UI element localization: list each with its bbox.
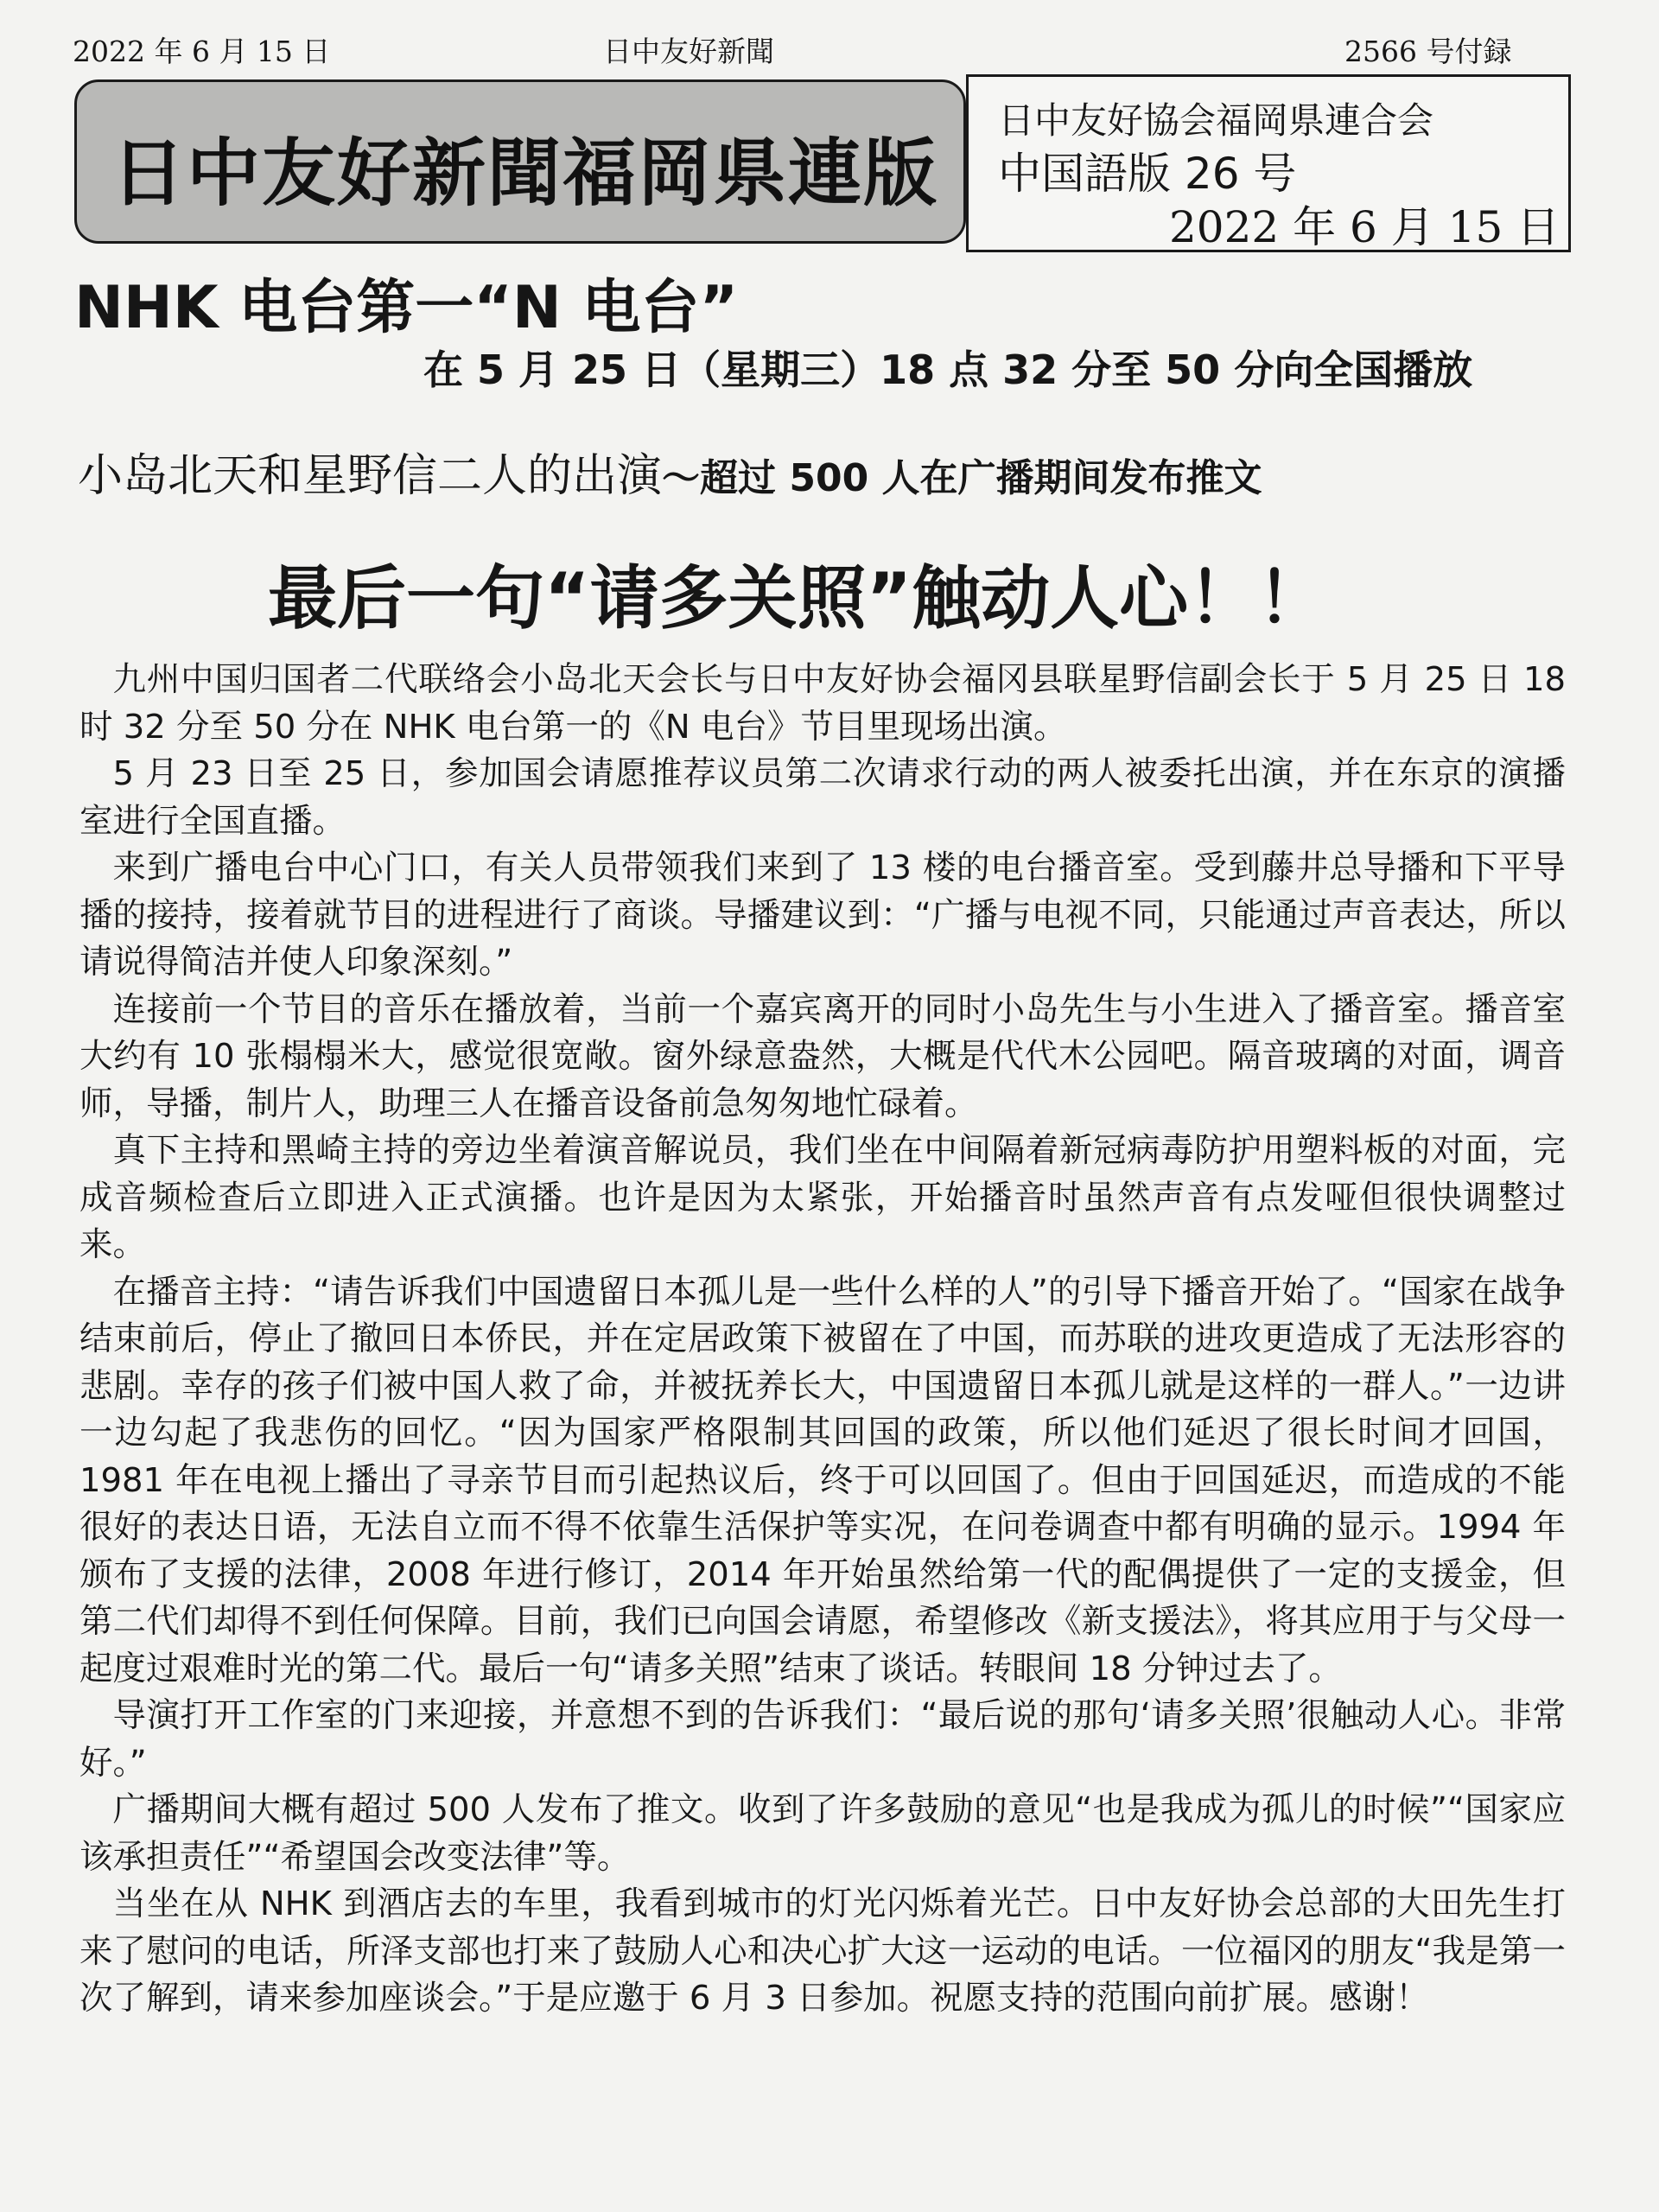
subheading-main: 小岛北天和星野信二人的出演	[78, 450, 663, 502]
broadcast-time: 在 5 月 25 日（星期三）18 点 32 分至 50 分向全国播放	[423, 346, 1473, 393]
header-issue-number: 2566 号付録	[1344, 35, 1512, 68]
article-body	[79, 657, 1566, 2023]
edition-date: 2022 年 6 月 15 日	[1169, 202, 1560, 252]
article-paragraph: 真下主持和黑崎主持的旁边坐着演音解说员，我们坐在中间隔着新冠病毒防护用塑料板的对面，完成音频检查后立即进入正式演播。也许是因为太紧张，开始播音时虽然声音有点发哑但很快调整过来。	[79, 1131, 1566, 1264]
program-title: NHK 电台第一“N 电台”	[74, 274, 739, 342]
masthead-title: 日中友好新聞福岡県連版	[111, 131, 939, 217]
edition-number: 中国語版 26 号	[998, 149, 1297, 199]
header-paper-name: 日中友好新聞	[603, 35, 774, 68]
article-paragraph: 广播期间大概有超过 500 人发布了推文。收到了许多鼓励的意见“也是我成为孤儿的时候”“国家应该承担责任”“希望国会改变法律”等。	[79, 1790, 1566, 1877]
masthead-banner	[74, 79, 966, 244]
article-paragraph: 九州中国归国者二代联络会小岛北天会长与日中友好协会福冈县联星野信副会长于 5 月 25 日 18 时 32 分至 50 分在 NHK 电台第一的《N 电台》节目里现场出演。	[79, 660, 1566, 747]
subheading-tail: ～超过 500 人在广播期间发布推文	[662, 456, 1262, 500]
article-paragraph: 在播音主持：“请告诉我们中国遗留日本孤儿是一些什么样的人”的引导下播音开始了。“国家在战争结束前后，停止了撤回日本侨民，并在定居政策下被留在了中国，而苏联的进攻更造成了无法形容的悲剧。幸存的孩子们被中国人救了命，并被抚养长大，中国遗留日本孤儿就是这样的一群人。”一边讲一边勾起了我悲伤的回忆。“因为国家严格限制其回国的政策，所以他们延迟了很长时间才回国，1981 年在电视上播出了寻亲节目而引起热议后，终于可以回国了。但由于回国延迟，而造成的不能很好的表达日语，无法自立而不得不依靠生活保护等实况，在问卷调查中都有明确的显示。1994 年颁布了支援的法律，2008 年进行修订，2014 年开始虽然给第一代的配偶提供了一定的支援金，但第二代们却得不到任何保障。目前，我们已向国会请愿，希望修改《新支援法》，将其应用于与父母一起度过艰难时光的第二代。最后一句“请多关照”结束了谈话。转眼间 18 分钟过去了。	[79, 1272, 1566, 1688]
article-subheading	[78, 439, 1262, 504]
edition-info-box	[966, 74, 1571, 252]
article-paragraph: 来到广播电台中心门口，有关人员带领我们来到了 13 楼的电台播音室。受到藤井总导播和下平导播的接持，接着就节目的进程进行了商谈。导播建议到：“广播与电视不同，只能通过声音表达，所以请说得简洁并使人印象深刻。”	[79, 849, 1566, 982]
article-paragraph: 当坐在从 NHK 到酒店去的车里，我看到城市的灯光闪烁着光芒。日中友好协会总部的大田先生打来了慰问的电话，所泽支部也打来了鼓励人心和决心扩大这一运动的电话。一位福冈的朋友“我是第一次了解到，请来参加座谈会。”于是应邀于 6 月 3 日参加。祝愿支持的范围向前扩展。感谢！	[79, 1885, 1566, 2018]
organization-name: 日中友好協会福岡県連合会	[998, 99, 1434, 142]
article-headline: 最后一句“请多关照”触动人心！！	[268, 558, 1327, 639]
header-date: 2022 年 6 月 15 日	[73, 35, 331, 68]
article-paragraph: 导演打开工作室的门来迎接，并意想不到的告诉我们：“最后说的那句‘请多关照’很触动人心。非常好。”	[79, 1696, 1566, 1783]
article-paragraph: 5 月 23 日至 25 日，参加国会请愿推荐议员第二次请求行动的两人被委托出演，并在东京的演播室进行全国直播。	[79, 754, 1566, 841]
article-paragraph: 连接前一个节目的音乐在播放着，当前一个嘉宾离开的同时小岛先生与小生进入了播音室。播音室大约有 10 张榻榻米大，感觉很宽敞。窗外绿意盎然，大概是代代木公园吧。隔音玻璃的对面，调音师，导播，制片人，助理三人在播音设备前急匆匆地忙碌着。	[79, 989, 1566, 1123]
